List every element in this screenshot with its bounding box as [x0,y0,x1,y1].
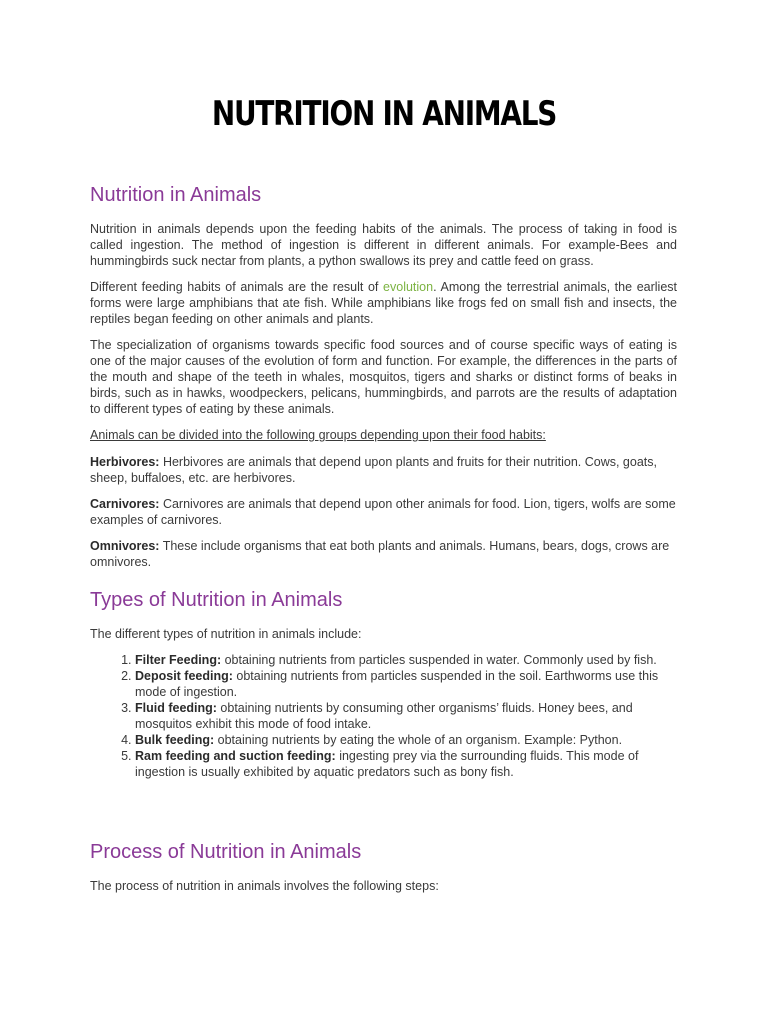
evolution-link[interactable]: evolution [383,280,434,294]
herbivores-term: Herbivores: [90,455,160,469]
section-heading-process: Process of Nutrition in Animals [90,841,362,863]
section-heading-nutrition: Nutrition in Animals [90,184,262,206]
section-heading-types: Types of Nutrition in Animals [90,589,343,611]
list-item-bulk-feeding [135,732,677,748]
paragraph-evolution-text-a: Different feeding habits of animals are the result of [90,280,384,294]
paragraph-evolution [90,279,677,327]
list-item-term: Deposit feeding: [135,669,233,683]
carnivores-definition [90,496,677,528]
list-item-ram-suction-feeding [135,748,677,780]
herbivores-definition [90,454,677,486]
omnivores-term: Omnivores: [90,539,160,553]
process-intro: The process of nutrition in animals involves the following steps: [90,879,439,893]
omnivores-text: These include organisms that eat both plants and animals. Humans, bears, dogs, crows are omnivores. [90,539,670,569]
list-item-text: ingesting prey via the surrounding fluids. This mode of ingestion is usually exhibited by aquatic predators such as bony fish. [135,749,639,779]
nutrition-types-list [90,652,677,780]
list-item-deposit-feeding [135,668,677,700]
groups-intro: Animals can be divided into the following groups depending upon their food habits: [90,428,546,442]
herbivores-text: Herbivores are animals that depend upon plants and fruits for their nutrition. Cows, goats, sheep, buffaloes, etc. are herbivores. [90,455,657,485]
carnivores-text: Carnivores are animals that depend upon other animals for food. Lion, tigers, wolfs are some examples of carnivores. [90,497,676,527]
list-item-filter-feeding [135,652,677,668]
paragraph-specialization: The specialization of organisms towards specific food sources and of course specific ways of eating is one of the major causes of the evolution of form and function. For example, the differences in the parts of the mouth and shape of the teeth in whales, mosquitos, tigers and sharks or distinct forms of beaks in birds, such as in hawks, woodpeckers, pelicans, hummingbirds, and parrots are the results of adaptation to different types of eating by these animals. [90,338,677,416]
list-item-text: obtaining nutrients by consuming other organisms’ fluids. Honey bees, and mosquitos exhibit this mode of food intake. [135,701,633,731]
carnivores-term: Carnivores: [90,497,160,511]
list-item-term: Fluid feeding: [135,701,217,715]
list-item-text: obtaining nutrients by eating the whole of an organism. Example: Python. [214,733,623,747]
list-item-fluid-feeding [135,700,677,732]
list-item-term: Ram feeding and suction feeding: [135,749,336,763]
document-title: NUTRITION IN ANIMALS [211,94,557,134]
types-intro: The different types of nutrition in animals include: [90,627,362,641]
list-item-text: obtaining nutrients from particles suspended in the soil. Earthworms use this mode of ingestion. [135,669,659,699]
paragraph-ingestion: Nutrition in animals depends upon the feeding habits of the animals. The process of taking in food is called ingestion. The method of ingestion is different in different animals. For example-Bees and hummingbirds suck nectar from plants, a python swallows its prey and cattle feed on grass. [90,222,677,268]
list-item-term: Filter Feeding: [135,653,222,667]
paragraph-evolution-text-b: . Among the terrestrial animals, the earliest forms were large amphibians that ate fish. While amphibians like frogs fed on small fish and insects, the reptiles began feeding on other animals and plants. [90,280,677,326]
omnivores-definition [90,538,677,570]
list-item-term: Bulk feeding: [135,733,215,747]
list-item-text: obtaining nutrients from particles suspended in water. Commonly used by fish. [221,653,657,667]
